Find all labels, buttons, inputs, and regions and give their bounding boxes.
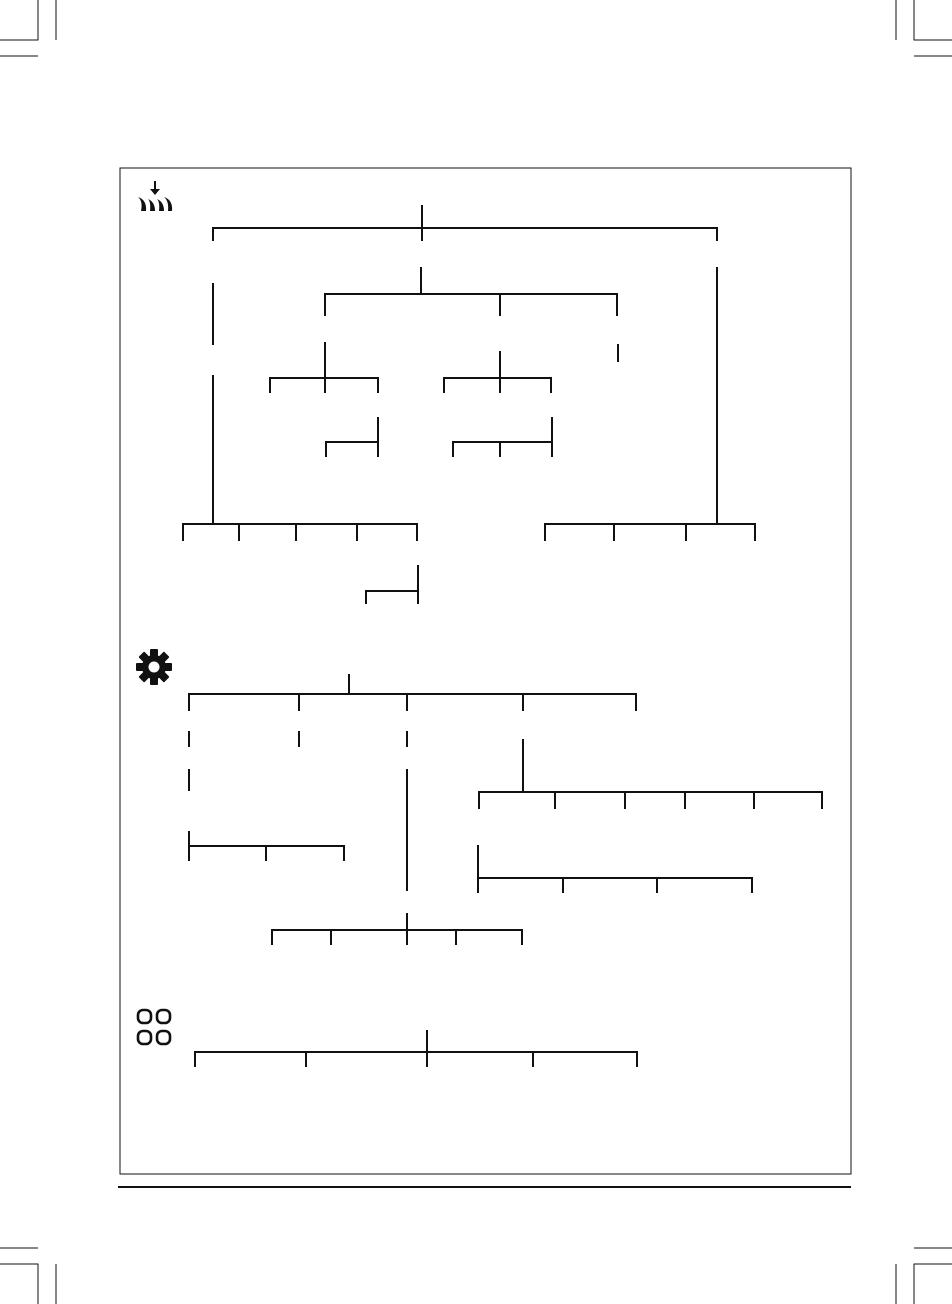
installation-tree: [183, 206, 755, 603]
crop-mark-top-left: [0, 0, 56, 56]
crop-mark-bottom-left: [0, 1248, 56, 1304]
accessories-tree: [195, 1031, 637, 1066]
diagram-frame: [120, 168, 851, 1174]
crop-mark-bottom-right: [896, 1248, 952, 1304]
crop-mark-top-right: [896, 0, 952, 56]
gear-icon: [136, 649, 172, 685]
four-squares-icon: [138, 1010, 170, 1044]
grass-download-icon: [138, 181, 172, 211]
settings-tree: [189, 675, 822, 944]
